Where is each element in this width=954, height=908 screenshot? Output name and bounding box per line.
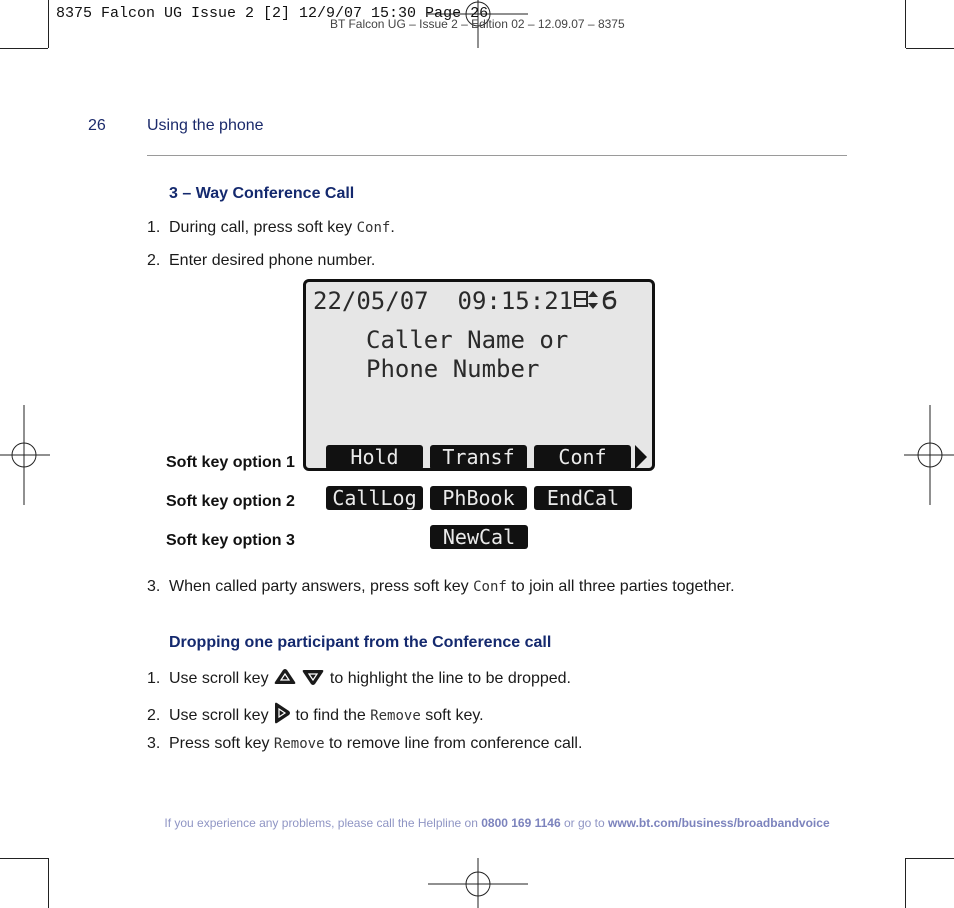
conference-heading: 3 – Way Conference Call [169, 185, 355, 202]
step-text: When called party answers, press soft key [169, 578, 474, 595]
softkey-endcal[interactable]: EndCal [534, 486, 632, 510]
step-text: to find the [291, 707, 371, 724]
display-line-2: Phone Number [366, 355, 540, 383]
conference-step-1 [147, 219, 395, 237]
crop-mark [48, 0, 49, 48]
scroll-down-key-icon [301, 668, 325, 686]
step-text: Press soft key [169, 735, 274, 752]
soft-key-option-2-label: Soft key option 2 [166, 493, 295, 510]
crop-mark [48, 858, 49, 908]
softkey-name: Conf [356, 220, 391, 236]
softkey-name: Conf [473, 579, 507, 595]
dropping-heading: Dropping one participant from the Conference call [169, 634, 552, 651]
step-text: to remove line from conference call. [324, 735, 583, 752]
header-divider [147, 155, 847, 156]
conference-step-3 [147, 578, 735, 596]
print-slug-overlap: BT Falcon UG – Issue 2 – Edition 02 – 12.09.07 – 8375 [330, 17, 625, 31]
crop-mark [906, 858, 954, 859]
registration-mark-icon [904, 405, 954, 505]
step-text: to join all three parties together. [506, 578, 735, 595]
scroll-right-key-icon [273, 701, 291, 725]
step-text: During call, press soft key [169, 219, 357, 236]
softkey-calllog[interactable]: CallLog [326, 486, 423, 510]
line-signal-battery-icon [574, 289, 620, 311]
softkey-hold[interactable]: Hold [326, 445, 423, 470]
crop-mark [0, 48, 48, 49]
step-number: 2. [147, 252, 161, 269]
softkey-name: Remove [370, 708, 421, 724]
helpline-phone[interactable]: 0800 169 1146 [481, 816, 561, 830]
step-text: Use scroll key [169, 670, 274, 687]
display-line-1: Caller Name or [366, 326, 569, 354]
conference-step-2 [147, 252, 375, 270]
footer-text: If you experience any problems, please call the Helpline on [164, 816, 482, 830]
step-number: 1. [147, 219, 161, 236]
dropping-step-1 [147, 668, 571, 688]
registration-mark-icon [0, 405, 50, 505]
softkey-phbook[interactable]: PhBook [430, 486, 527, 510]
display-datetime: 22/05/07 09:15:21 [313, 287, 574, 315]
step-number: 2. [147, 707, 161, 724]
step-text: to highlight the line to be dropped. [325, 670, 571, 687]
crop-mark [0, 858, 48, 859]
helpline-footer [0, 816, 954, 830]
registration-mark-icon [428, 858, 528, 908]
soft-key-option-3-label: Soft key option 3 [166, 532, 295, 549]
soft-key-option-1-label: Soft key option 1 [166, 454, 295, 471]
step-text: Use scroll key [169, 707, 274, 724]
scroll-up-key-icon [273, 668, 297, 686]
step-number: 3. [147, 735, 161, 752]
step-number: 1. [147, 670, 161, 687]
crop-mark [906, 48, 954, 49]
step-text: soft key. [420, 707, 484, 724]
print-slug: 8375 Falcon UG Issue 2 [2] 12/9/07 15:30 Page 26 [56, 5, 489, 22]
dropping-step-2 [147, 701, 484, 725]
dropping-step-3 [147, 735, 582, 753]
softkey-conf[interactable]: Conf [534, 445, 631, 470]
step-text: Enter desired phone number. [169, 252, 376, 269]
crop-mark [905, 858, 906, 908]
softkey-newcal[interactable]: NewCal [430, 525, 528, 549]
step-text: . [390, 219, 395, 236]
helpline-url-link[interactable]: www.bt.com/business/broadbandvoice [608, 816, 830, 830]
page-number: 26 [88, 117, 106, 134]
crop-mark [905, 0, 906, 48]
softkey-transf[interactable]: Transf [430, 445, 527, 470]
step-number: 3. [147, 578, 161, 595]
softkey-name: Remove [273, 736, 325, 752]
section-title: Using the phone [147, 117, 264, 134]
triangle-right-icon [633, 443, 649, 471]
footer-text: or go to [560, 816, 609, 830]
